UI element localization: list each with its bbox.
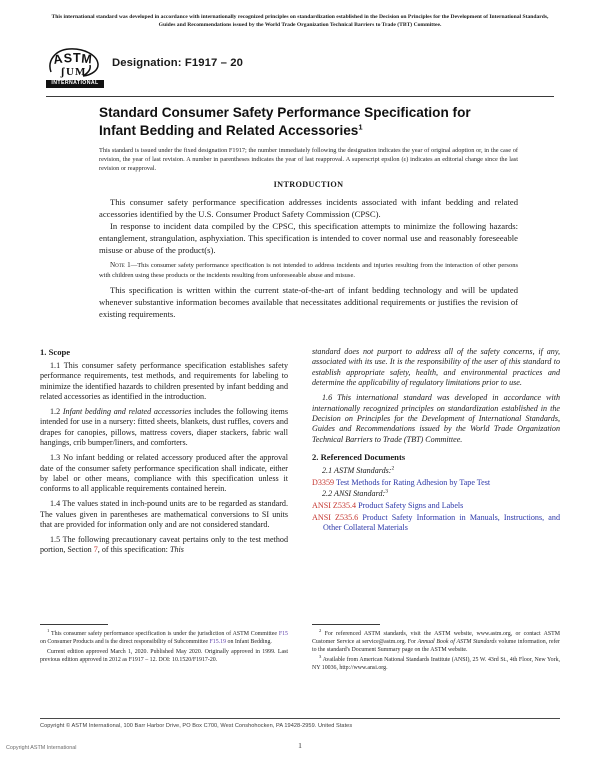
footnotes-right	[312, 630, 560, 674]
paragraph-1-5-text-a: 1.5 The following precautionary caveat pertains only to the test method portion, Section	[40, 535, 288, 555]
paragraph-1-6-text: 1.6 This international standard was developed in accordance with internationally recognized principles on standardization established in the Decision on Principles for the Development of International Standards, Guides and Recommendations issued by the World Trade Organization Technical Barriers to Trade (TBT) Committee.	[312, 393, 560, 444]
body-column-right	[312, 347, 560, 535]
title-footnote-marker: 1	[358, 121, 363, 131]
footnote-2-text-b: volume information, refer to the standard's Document Summary page on the ASTM website.	[312, 639, 560, 654]
paragraph-1-5-text-b: , of this specification:	[97, 545, 168, 555]
issue-note: This standard is issued under the fixed designation F1917; the number immediately following the designation indicates the year of original adoption or, in the case of revision, the year of last revision. A number in parentheses indicates the year of last reapproval. A superscript epsilon (ε) indicates an editorial change since the last revision or reapproval.	[99, 147, 518, 173]
astm-logo	[46, 47, 104, 91]
footnote-3	[312, 656, 560, 672]
subsection-2-1-footnote-marker: 2	[391, 465, 395, 472]
designation-label: Designation: F1917 – 20	[112, 57, 244, 69]
reference-id-d3359[interactable]: D3359	[312, 477, 335, 487]
paragraph-1-1: 1.1 This consumer safety performance specification establishes safety performance requirements, test methods, and requirements for labeling to minimize the identified hazards to children presented by infant bedding and related accessories as identified in the introduction.	[40, 360, 288, 402]
paragraph-1-5-caveat-start: This	[169, 545, 184, 555]
reference-id-ansi-z535-6[interactable]: ANSI Z535.6	[312, 512, 359, 522]
section-heading-scope: 1. Scope	[40, 347, 71, 357]
reference-item-ansi-z535-6[interactable]	[312, 513, 560, 534]
footnote-2-italic: Annual Book of ASTM Standards	[417, 639, 497, 646]
footnote-divider-left	[40, 624, 108, 625]
svg-text:T: T	[73, 51, 81, 65]
section-7-link[interactable]: 7	[93, 545, 98, 555]
subsection-2-1	[312, 466, 560, 476]
page-number: 1	[298, 741, 302, 750]
note-label: Note 1	[110, 261, 131, 270]
subsection-2-2-label: ANSI Standard:	[334, 489, 386, 499]
introduction-body	[99, 196, 518, 320]
reference-item-ansi-z535-4[interactable]	[312, 501, 560, 511]
footnote-1-text-c: on Infant Bedding.	[227, 639, 272, 646]
committee-f15-link[interactable]: F15	[278, 631, 288, 637]
footnote-edition-info: Current edition approved March 1, 2020. Published May 2020. Originally approved in 1999. Last previous edition approved in 2012 as F1917 – 12. DOI: 10.1520/F1917-20.	[40, 649, 288, 664]
footnote-3-marker: 3	[319, 654, 322, 660]
subcommittee-f15-19-link[interactable]: F15.19	[209, 639, 227, 646]
masthead	[46, 47, 554, 93]
reference-item-d3359[interactable]	[312, 478, 560, 488]
subsection-2-2-footnote-marker: 3	[385, 488, 388, 495]
astm-logo-mark	[48, 47, 100, 80]
introduction-note	[99, 261, 518, 280]
copyright-notice: Copyright © ASTM International, 100 Barr Harbor Drive, PO Box C700, West Conshohocken, PA 19428-2959. United States	[40, 723, 353, 729]
paragraph-1-2	[40, 407, 288, 449]
copyright-watermark: Copyright ASTM International	[6, 745, 77, 751]
svg-text:S: S	[63, 50, 73, 66]
paragraph-1-5-continued	[312, 347, 560, 389]
paragraph-1-4: 1.4 The values stated in inch-pound units are to be regarded as standard. The values given in parentheses are mathematical conversions to SI units that are provided for information only and are not considered standard.	[40, 499, 288, 530]
footnote-2	[312, 630, 560, 654]
title-line-1: Standard Consumer Safety Performance Specification for	[99, 105, 471, 120]
introduction-paragraph-1: This consumer safety performance specification addresses incidents associated with infant bedding and related accessories identified by the U.S. Consumer Product Safety Commission (CPSC).	[99, 197, 518, 220]
reference-title-ansi-z535-6[interactable]: Product Safety Information in Manuals, Instructions, and Other Collateral Materials	[323, 512, 560, 533]
subsection-2-1-number: 2.1	[322, 466, 333, 476]
paragraph-1-3: 1.3 No infant bedding or related accessory produced after the approval date of the consumer safety performance specification shall indicate, either by label or other means, compliance with this specification unless it conforms to all applicable requirements contained herein.	[40, 453, 288, 494]
section-heading-referenced-documents: 2. Referenced Documents	[312, 452, 406, 463]
subsection-2-2-number: 2.2	[322, 489, 333, 499]
paragraph-1-5	[40, 535, 288, 556]
introduction-heading: INTRODUCTION	[273, 180, 344, 189]
reference-title-d3359[interactable]: Test Methods for Rating Adhesion by Tape Test	[335, 477, 491, 487]
body-column-left	[40, 347, 288, 560]
footnote-2-marker: 2	[319, 628, 322, 634]
paragraph-1-2-number: 1.2	[50, 407, 61, 417]
footnote-1-marker: 1	[47, 628, 50, 634]
svg-text:U: U	[66, 66, 74, 78]
footnote-divider-right	[312, 624, 380, 625]
footnote-1-text-a: This consumer safety performance specification is under the jurisdiction of ASTM Committee	[51, 631, 277, 637]
page-title	[99, 104, 519, 139]
footnotes-left	[40, 630, 288, 666]
svg-text:M: M	[80, 51, 93, 67]
footnote-3-text: Available from American National Standards Institute (ANSI), 25 W. 43rd St., 4th Floor, New York, NY 10036, http://www.ansi.org.	[312, 657, 560, 672]
introduction-paragraph-2: In response to incident data compiled by the CPSC, this specification attempts to minimize the following hazards: entanglement, strangulation, asphyxiation. This specification is intended to cover normal use and reasonably foreseeable misuse or abuse of the product(s).	[99, 221, 518, 256]
footnote-1	[40, 630, 288, 646]
paragraph-1-2-term: Infant bedding and related accessories	[62, 407, 192, 417]
reference-title-ansi-z535-4[interactable]: Product Safety Signs and Labels	[358, 501, 464, 511]
reference-id-ansi-z535-4[interactable]: ANSI Z535.4	[312, 501, 357, 511]
title-line-2: Infant Bedding and Related Accessories	[99, 122, 359, 138]
introduction-paragraph-3: This specification is written within the current state-of-the-art of infant bedding technology and will be updated whenever substantive information becomes available that necessitates additional requirements or justifies the revision of existing requirements.	[99, 285, 518, 320]
subsection-2-1-label: ASTM Standards:	[334, 466, 392, 476]
svg-text:ʃ: ʃ	[61, 66, 65, 78]
svg-text:M: M	[75, 66, 86, 78]
svg-text:A: A	[52, 51, 64, 67]
paragraph-1-6	[312, 393, 560, 445]
subsection-2-2	[312, 489, 560, 499]
paragraph-1-2-text: includes the following items intended for use in a nursery: fitted sheets, blankets, dust ruffles, covers and drapes for canopies, pillows, mattress covers, diaper stackers, fabric wall hangings, crib bumper/liners, and comforters.	[40, 407, 288, 448]
note-text: —This consumer safety performance specification is not intended to address incidents and injuries resulting from the interaction of other persons with children using these products or the incidents resulting from unforeseeable abuse and misuse.	[99, 262, 518, 279]
footnote-2-text-a: For referenced ASTM standards, visit the ASTM website, www.astm.org, or contact ASTM Customer Service at service@astm.org. For	[312, 631, 560, 646]
astm-logo-international-label: INTERNATIONAL	[46, 80, 104, 88]
footnote-1-text-b: on Consumer Products and is the direct responsibility of Subcommittee	[40, 639, 209, 646]
header-divider	[46, 96, 554, 97]
wto-banner-text: This international standard was developed in accordance with internationally recognized principles on standardization established in the Decision on Principles for the Development of International Standards, Guides and Recommendations issued by the World Trade Organization Technical Barriers to Trade (TBT) Committee.	[51, 14, 549, 29]
paragraph-1-5-caveat-text: standard does not purport to address all of the safety concerns, if any, associated with its use. It is the responsibility of the user of this standard to establish appropriate safety, health, and environmental practices and determine the applicability of regulatory limitations prior to use.	[312, 347, 560, 388]
footer-divider	[40, 718, 560, 719]
